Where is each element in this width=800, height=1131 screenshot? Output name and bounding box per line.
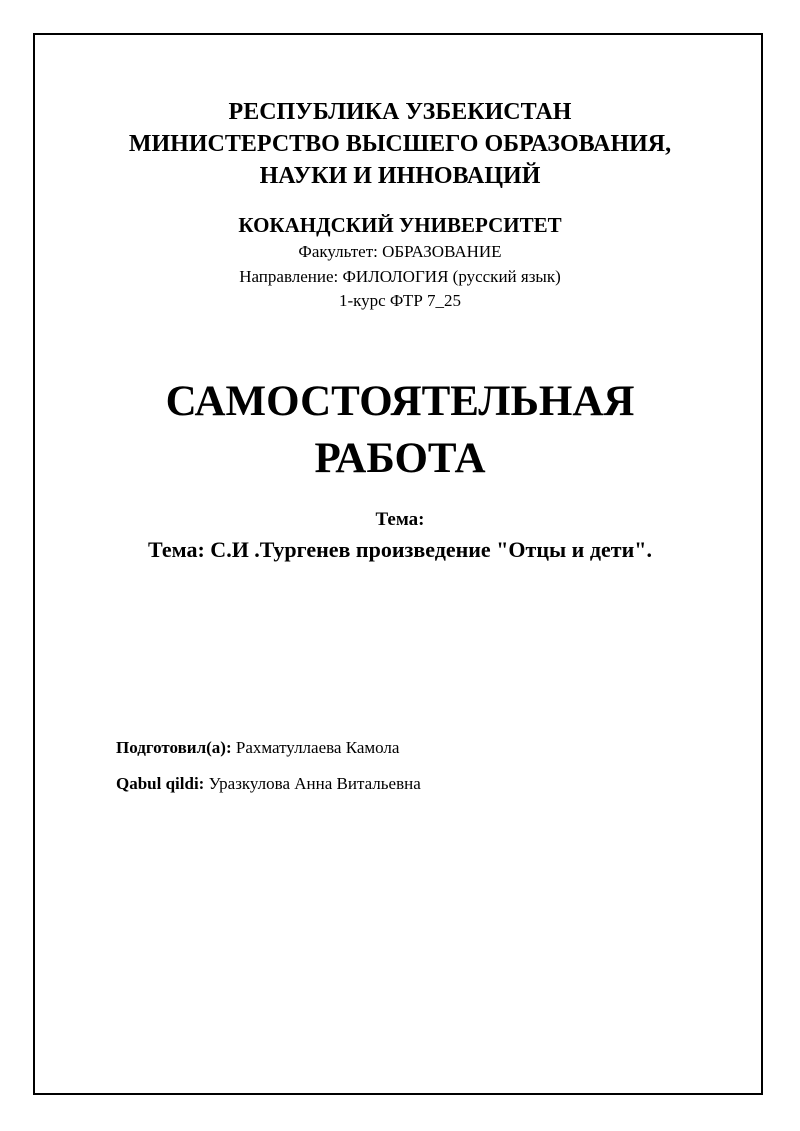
- work-title-line1: САМОСТОЯТЕЛЬНАЯ: [165, 378, 635, 425]
- country-heading: РЕСПУБЛИКА УЗБЕКИСТАН: [228, 99, 572, 125]
- course-line: 1-курс ФТР 7_25: [338, 291, 462, 310]
- ministry-heading: МИНИСТЕРСТВО ВЫСШЕГО ОБРАЗОВАНИЯ,: [128, 131, 672, 157]
- prepared-by: [116, 737, 399, 759]
- accepted-by-label: Qabul qildi:: [116, 774, 205, 793]
- ministry-heading-continued: НАУКИ И ИННОВАЦИЙ: [259, 163, 541, 189]
- faculty-line: Факультет: ОБРАЗОВАНИЕ: [298, 242, 502, 261]
- prepared-by-label: Подготовил(а):: [116, 738, 232, 757]
- accepted-by: [116, 773, 421, 795]
- direction-line: Направление: ФИЛОЛОГИЯ (русский язык): [239, 267, 561, 286]
- accepted-by-name: Уразкулова Анна Витальевна: [208, 774, 421, 793]
- prepared-by-name: Рахматуллаева Камола: [235, 738, 400, 757]
- university-name: КОКАНДСКИЙ УНИВЕРСИТЕТ: [238, 213, 562, 237]
- topic-text: Тема: С.И .Тургенев произведение "Отцы и дети".: [148, 537, 652, 562]
- page-border: [33, 33, 763, 1095]
- work-title-line2: РАБОТА: [314, 435, 486, 482]
- topic-label: Тема:: [375, 509, 425, 530]
